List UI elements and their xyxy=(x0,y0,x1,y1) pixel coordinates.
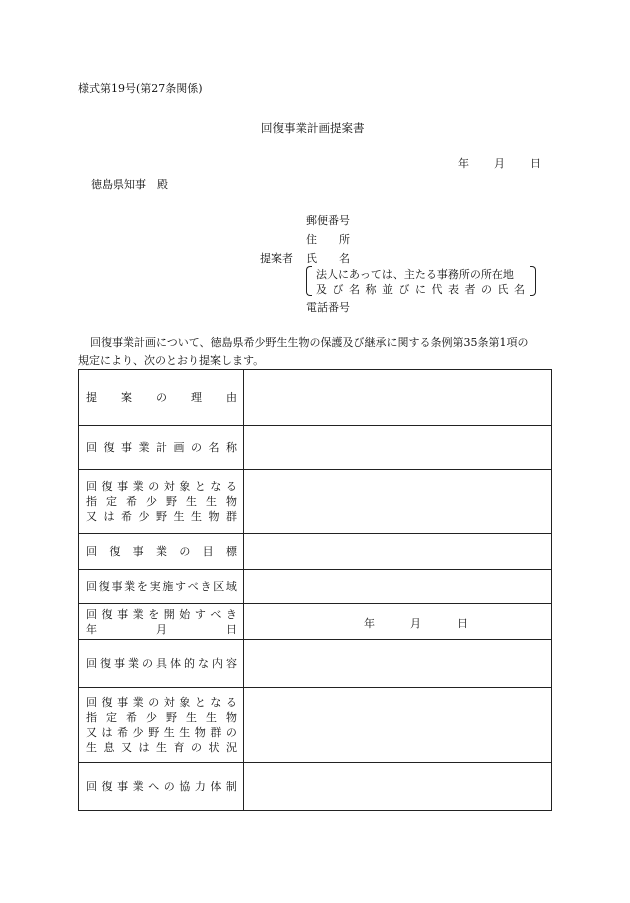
document-title: 回復事業計画提案書 xyxy=(261,121,365,135)
row-value-field[interactable] xyxy=(244,640,552,688)
row-label-line: 回 復 事 業 を 実 施 す べ き 区 域 xyxy=(86,580,237,593)
table-row xyxy=(79,570,552,604)
row-value-field[interactable] xyxy=(244,534,552,570)
row-value-field[interactable] xyxy=(244,604,552,640)
row-label xyxy=(79,426,244,470)
table-row xyxy=(79,470,552,534)
row-value-field[interactable] xyxy=(244,570,552,604)
date-month-label: 月 xyxy=(494,157,505,170)
name-label: 氏 名 xyxy=(306,252,350,265)
row-label-line: 回 復 事 業 計 画 の 名 称 xyxy=(86,441,237,454)
row-value-field[interactable] xyxy=(244,470,552,534)
proposal-table-body xyxy=(79,370,552,811)
row-label xyxy=(79,570,244,604)
address-label: 住 所 xyxy=(306,233,350,246)
row-label-line: 回 復 事 業 の 対 象 と な る xyxy=(86,696,237,709)
corporate-note-line1: 法人にあっては、主たる事務所の所在地 xyxy=(316,268,514,281)
date-year-label: 年 xyxy=(458,157,469,170)
left-bracket xyxy=(306,266,312,296)
table-row xyxy=(79,426,552,470)
table-row xyxy=(79,763,552,811)
corporate-note-line2: 及び名称並びに代表者の氏名 xyxy=(316,283,531,296)
row-label-line: 指 定 希 少 野 生 生 物 xyxy=(86,495,237,508)
body-text-line1: 回復事業計画について、徳島県希少野生生物の保護及び継承に関する条例第35条第1項の xyxy=(90,336,529,349)
table-row xyxy=(79,640,552,688)
proposer-label: 提案者 xyxy=(260,252,293,265)
postal-code-label: 郵便番号 xyxy=(306,214,350,227)
table-row xyxy=(79,370,552,426)
phone-label: 電話番号 xyxy=(306,301,350,314)
body-text-line2: 規定により、次のとおり提案します。 xyxy=(78,354,265,367)
row-label-line: 指 定 希 少 野 生 生 物 xyxy=(86,711,237,724)
table-row xyxy=(79,534,552,570)
table-row xyxy=(79,604,552,640)
date-day-label: 日 xyxy=(530,157,541,170)
corporate-note-bracket xyxy=(306,266,536,296)
form-number: 様式第19号(第27条関係) xyxy=(78,82,203,95)
row-label-line: 年 月 日 xyxy=(86,622,237,636)
row-label xyxy=(79,763,244,811)
row-label-line: 回 復 事 業 へ の 協 力 体 制 xyxy=(86,780,237,793)
start-date-year-label: 年 xyxy=(364,616,375,630)
row-label-line: 又 は 希 少 野 生 生 物 群 xyxy=(86,510,237,523)
row-label-line: 回 復 事 業 の 対 象 と な る xyxy=(86,480,237,493)
row-label-line: 回 復 事 業 の 目 標 xyxy=(86,545,237,558)
table-row xyxy=(79,688,552,763)
row-label-line: 回 復 事 業 を 開 始 す べ き xyxy=(86,607,237,621)
row-label xyxy=(79,640,244,688)
row-value-field[interactable] xyxy=(244,370,552,426)
row-label-line: 又 は 希 少 野 生 生 物 群 の xyxy=(86,726,237,739)
row-value-field[interactable] xyxy=(244,426,552,470)
start-date-month-label: 月 xyxy=(410,616,421,630)
row-label xyxy=(79,534,244,570)
row-label-line: 生 息 又 は 生 育 の 状 況 xyxy=(86,741,237,754)
row-label-line: 提 案 の 理 由 xyxy=(86,391,237,404)
row-value-field[interactable] xyxy=(244,763,552,811)
start-date-day-label: 日 xyxy=(457,616,468,630)
row-label xyxy=(79,470,244,534)
proposal-table xyxy=(78,369,552,811)
row-label xyxy=(79,688,244,763)
row-value-field[interactable] xyxy=(244,688,552,763)
addressee: 徳島県知事 殿 xyxy=(91,178,168,191)
row-label-line: 回 復 事 業 の 具 体 的 な 内 容 xyxy=(86,657,237,670)
row-label xyxy=(79,370,244,426)
row-label xyxy=(79,604,244,640)
